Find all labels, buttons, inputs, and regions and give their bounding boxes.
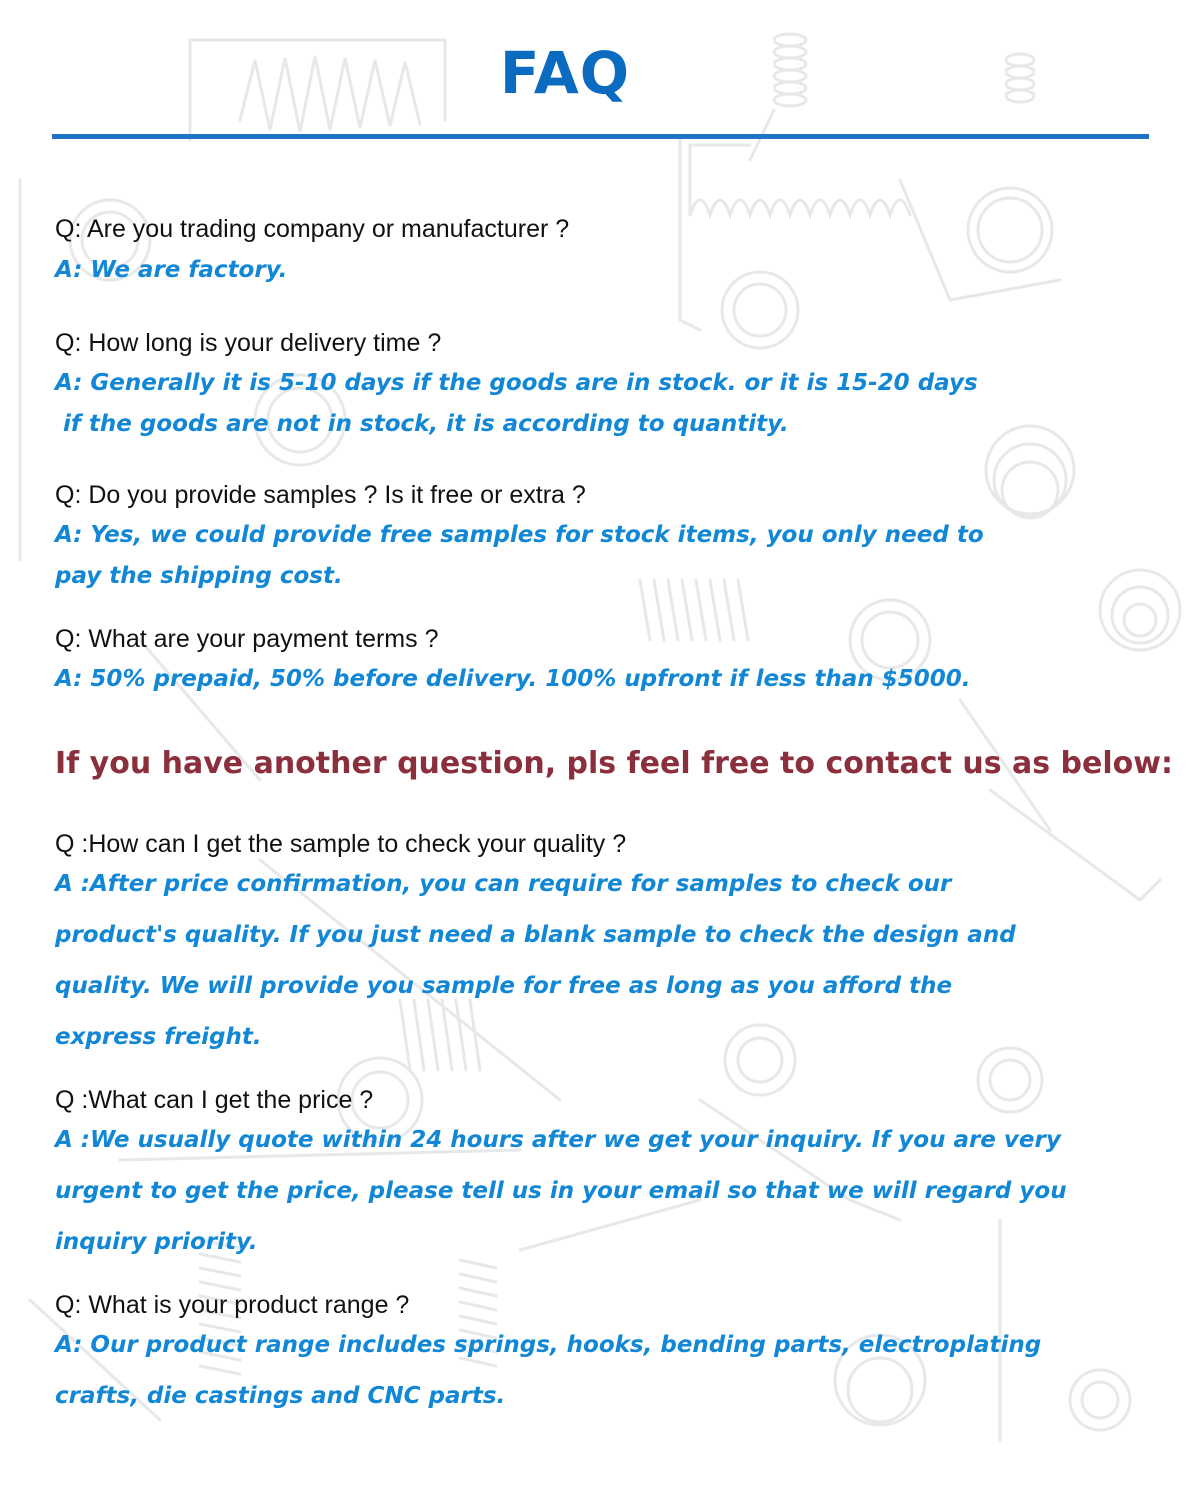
faq-answer-line: A: Our product range includes springs, hooks, bending parts, electroplating [55,1332,1042,1358]
faq-question: Q :What can I get the price ? [55,1086,374,1114]
faq-answer-line: pay the shipping cost. [55,563,343,589]
faq-answer-line: A: 50% prepaid, 50% before delivery. 100% upfront if less than $5000. [55,666,971,692]
faq-answer-line: A: We are factory. [55,257,288,283]
faq-answer [55,859,1145,1063]
faq-answer-line: express freight. [55,1024,262,1050]
contact-heading: If you have another question, pls feel free to contact us as below: [55,746,1173,781]
faq-answer [55,659,1145,700]
faq-answer-line: quality. We will provide you sample for free as long as you afford the [55,973,953,999]
faq-question: Q: How long is your delivery time ? [55,329,442,357]
title-divider [52,134,1149,139]
faq-answer-line: A: Yes, we could provide free samples for stock items, you only need to [55,522,984,548]
faq-answer [55,515,1145,597]
faq-question: Q: Are you trading company or manufacturer ? [55,215,570,243]
faq-answer-line: crafts, die castings and CNC parts. [55,1383,506,1409]
faq-answer-line: inquiry priority. [55,1229,258,1255]
faq-question: Q: What is your product range ? [55,1291,410,1319]
faq-answer-line: if the goods are not in stock, it is according to quantity. [55,411,789,437]
faq-answer-line: A :We usually quote within 24 hours after we get your inquiry. If you are very [55,1127,1061,1153]
faq-answer [55,363,1145,445]
faq-answer-line: A :After price confirmation, you can require for samples to check our [55,871,952,897]
faq-answer [55,250,1145,291]
faq-question: Q :How can I get the sample to check your quality ? [55,830,627,858]
faq-answer [55,1115,1145,1268]
faq-question: Q: Do you provide samples ? Is it free or extra ? [55,481,586,509]
faq-answer-line: product's quality. If you just need a blank sample to check the design and [55,922,1016,948]
faq-question: Q: What are your payment terms ? [55,625,439,653]
faq-answer [55,1320,1145,1422]
faq-answer-line: urgent to get the price, please tell us in your email so that we will regard you [55,1178,1067,1204]
faq-answer-line: A: Generally it is 5-10 days if the goods are in stock. or it is 15-20 days [55,370,978,396]
page-title: FAQ [499,39,631,107]
